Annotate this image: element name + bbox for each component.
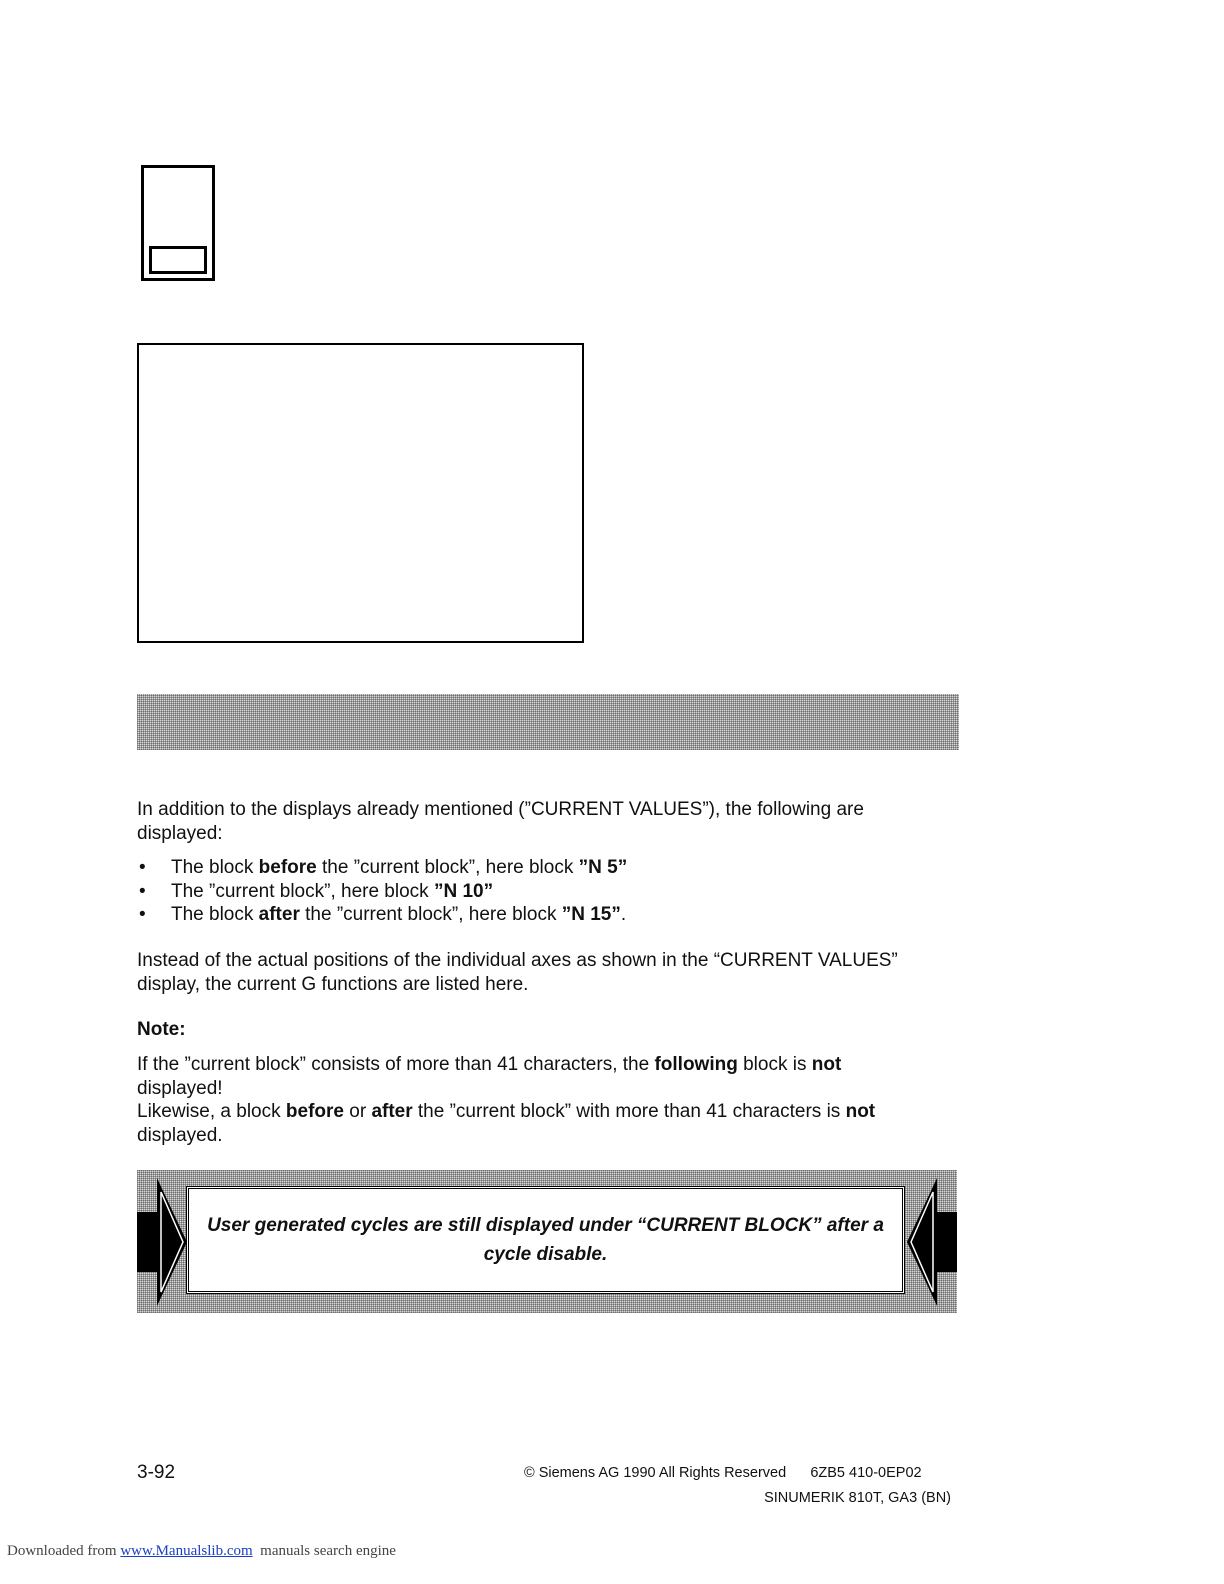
doc-number: 6ZB5 410-0EP02 xyxy=(810,1465,922,1481)
bullet-glyph: • xyxy=(139,857,146,878)
page-number: 3-92 xyxy=(137,1462,176,1483)
list-item: • The block after the ”current block”, here block ”N 15”. xyxy=(139,904,627,925)
manualslib-link[interactable]: www.Manualslib.com xyxy=(120,1543,253,1559)
attention-box xyxy=(137,1170,957,1313)
key-symbol-inner xyxy=(149,246,207,274)
arrow-left-icon xyxy=(907,1178,957,1306)
footer-product: SINUMERIK 810T, GA3 (BN) xyxy=(764,1490,951,1506)
note-paragraph-1: If the ”current block” consists of more than 41 characters, the following block is not displayed! xyxy=(137,1054,842,1099)
screen-display-frame xyxy=(137,343,584,643)
list-item: • The ”current block”, here block ”N 10” xyxy=(139,880,494,902)
g-functions-paragraph: Instead of the actual positions of the individual axes as shown in the “CURRENT VALUES” display, the current G functions are listed here. xyxy=(137,950,898,995)
footer-copyright-line xyxy=(524,1465,922,1481)
download-note: Downloaded from www.Manualslib.com manuals search engine xyxy=(7,1543,396,1559)
bullet-glyph: • xyxy=(139,880,146,902)
intro-paragraph: In addition to the displays already mentioned (”CURRENT VALUES”), the following are displayed: xyxy=(137,799,864,844)
bullet-list xyxy=(137,856,927,927)
attention-text: User generated cycles are still displayed under “CURRENT BLOCK” after a cycle disable. xyxy=(186,1186,905,1294)
note-paragraph-2: Likewise, a block before or after the ”current block” with more than 41 characters is not displayed. xyxy=(137,1101,876,1146)
arrow-right-icon xyxy=(137,1178,187,1306)
key-symbol-icon xyxy=(141,165,215,281)
list-item: • The block before the ”current block”, here block ”N 5” xyxy=(139,857,628,878)
copyright: © Siemens AG 1990 All Rights Reserved xyxy=(524,1465,787,1481)
section-title-bar xyxy=(137,694,959,750)
bullet-glyph: • xyxy=(139,904,146,925)
note-heading: Note: xyxy=(137,1019,186,1040)
